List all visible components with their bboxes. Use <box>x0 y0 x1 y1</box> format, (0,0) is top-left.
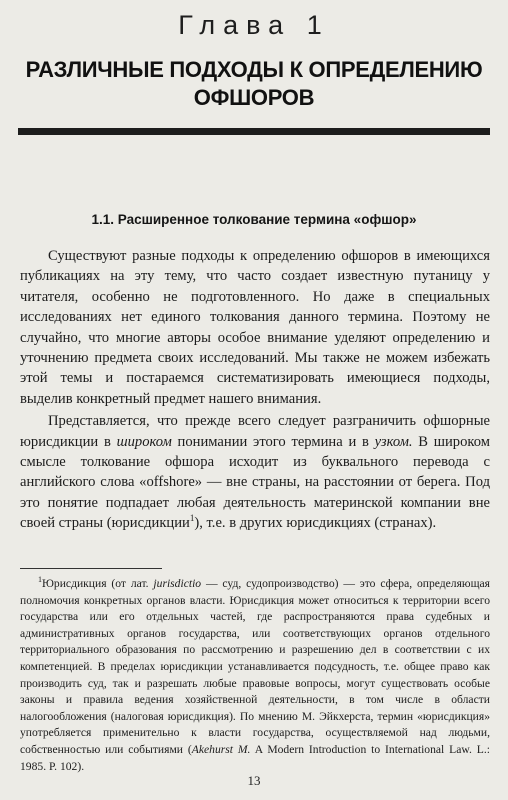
paragraph-2-text-b: понимании этого термина и в <box>171 433 375 450</box>
body-text <box>20 246 490 534</box>
page-number: 13 <box>247 773 261 788</box>
emphasis-narrow: узком. <box>374 433 413 450</box>
footnote-latin-term: jurisdictio <box>153 577 202 590</box>
paragraph-1: Существуют разные подходы к определению офшоров в имеющихся публикациях на эту тему, что часто создает известную путаницу у читателя, особенно не подготовленного. Но даже в специальных исследованиях нет единого толкования данного термина. Поэтому не случайно, что многие авторы особое внимание уделяют определению и уточнению предмета своих исследований. Мы также не можем избежать этой темы и постараемся систематизировать имеющиеся подходы, выделив конкретный предмет нашего внимания. <box>20 248 490 407</box>
footnote-text <box>20 576 490 775</box>
paragraph-2-text-d: ), т.е. в других юрисдикциях (странах). <box>194 515 437 532</box>
footnote <box>20 576 490 775</box>
footnote-text-a: Юрисдикция (от лат. <box>42 577 154 590</box>
footnote-text-c: A Modern Introduction to International Law. L.: 1985. P. 102). <box>20 742 490 773</box>
footnote-citation-author: Akehurst M. <box>191 742 251 756</box>
chapter-title-line-2: ОФШОРОВ <box>193 85 315 110</box>
footnote-marker: 1 <box>38 575 42 585</box>
footnote-reference[interactable]: 1 <box>189 513 195 524</box>
emphasis-broad: широком <box>116 433 172 450</box>
footnote-text-b: — суд, судопроизводство) — это сфера, определяющая полномочия конкретных органов власти. Юрисдикция может относиться к территории всего государства или его отдельных частей, где распространяются права судебных и административных органов государства, или соответствующих органов отдельного территориального образования по рассмотрению и разрешению дел в соответствии с их компетенцией. В пределах юрисдикции устанавливается подсудность, т.е. общее право как производить суд, так и разрешать любые правовые вопросы, могут существовать особые законы и правила ведения хозяйственной деятельности, в том числе в области налогообложения (налоговая юрисдикция). По мнению М. Эйкхерста, термин «юрисдикция» употребляется применительно к власти государства, осуществляемой над людьми, собственностью или событиями ( <box>20 577 490 756</box>
paragraph-2 <box>20 411 490 533</box>
footnote-divider <box>20 568 162 569</box>
paragraph-2-text-c: В широком смысле толкование офшора исходит из буквального перевода с английского слова «offshore» — вне страны, на расстоянии от берега. Под это понятие подпадает любая деятельность материнской компании вне своей страны (юрисдикции <box>20 433 490 532</box>
chapter-divider <box>18 128 490 135</box>
chapter-title-line-1: РАЗЛИЧНЫЕ ПОДХОДЫ К ОПРЕДЕЛЕНИЮ <box>25 57 483 82</box>
section-title: 1.1. Расширенное толкование термина «офшор» <box>91 212 417 227</box>
chapter-label: Глава 1 <box>178 10 330 40</box>
paragraph-2-text-a: Представляется, что прежде всего следует разграничить офшорные юрисдикции в <box>20 413 490 450</box>
chapter-title <box>0 56 508 112</box>
